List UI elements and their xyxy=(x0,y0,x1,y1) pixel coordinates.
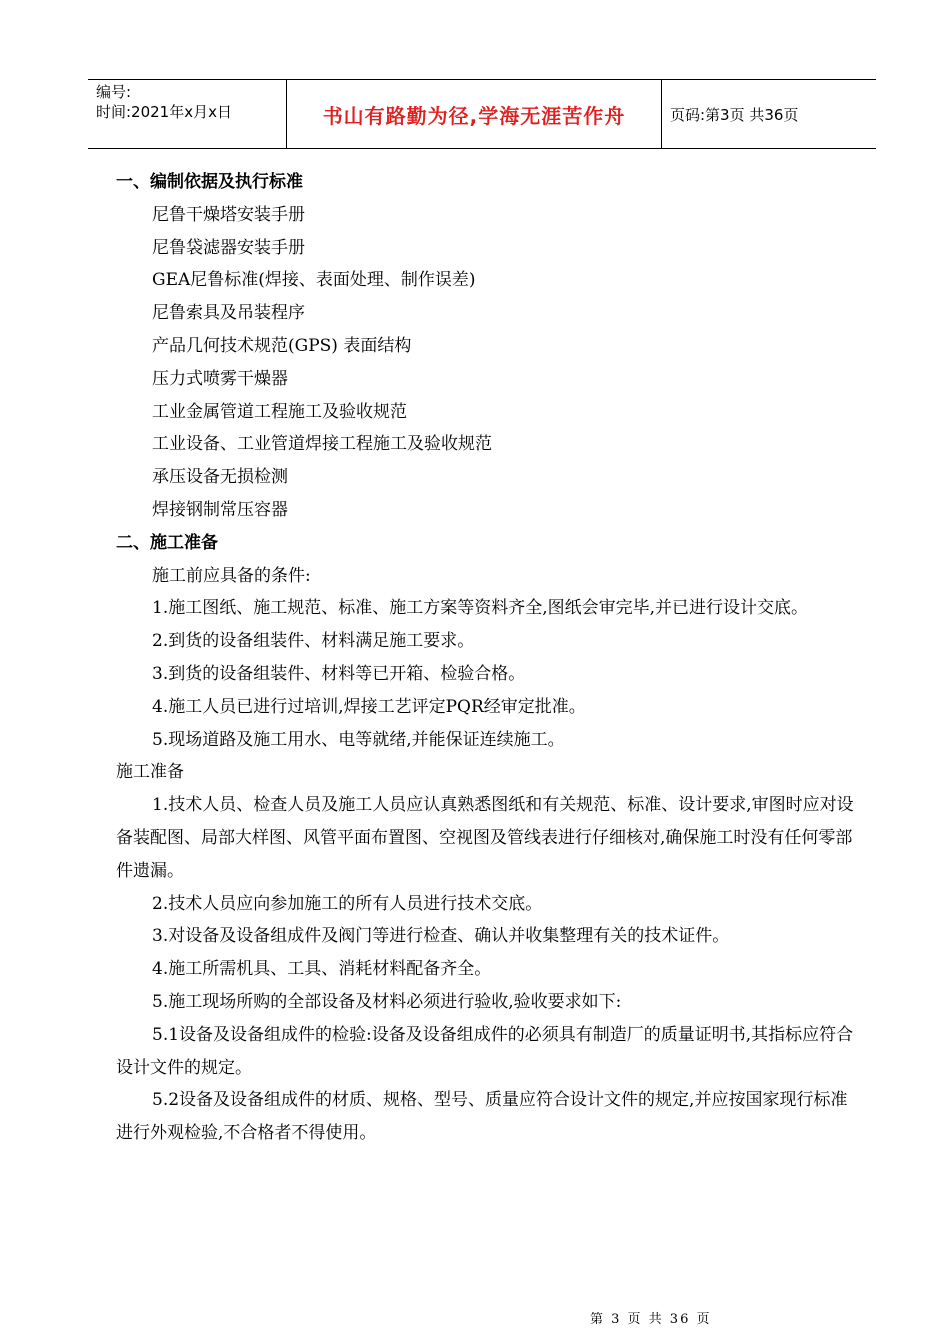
section-title-preparation: 二、施工准备 xyxy=(116,532,218,553)
document-time: 时间:2021年x月x日 xyxy=(96,103,232,121)
document-header xyxy=(88,79,876,149)
condition-item: 4.施工人员已进行过培训,焊接工艺评定PQR经审定批准。 xyxy=(152,696,586,717)
prep-item: 5.2设备及设备组成件的材质、规格、型号、质量应符合设计文件的规定,并应按国家现行标准进行外观检验,不合格者不得使用。 xyxy=(116,1090,848,1144)
header-meta xyxy=(96,80,286,150)
document-number: 编号: xyxy=(96,83,132,101)
prep-item: 3.对设备及设备组成件及阀门等进行检查、确认并收集整理有关的技术证件。 xyxy=(152,926,730,947)
standard-item: 工业设备、工业管道焊接工程施工及验收规范 xyxy=(152,434,492,455)
prep-item: 4.施工所需机具、工具、消耗材料配备齐全。 xyxy=(152,959,492,980)
standard-item: 焊接钢制常压容器 xyxy=(152,499,288,520)
conditions-intro: 施工前应具备的条件: xyxy=(152,565,311,586)
standard-item: 产品几何技术规范(GPS) 表面结构 xyxy=(152,335,412,356)
document-body xyxy=(116,166,856,1150)
prep-item: 5.施工现场所购的全部设备及材料必须进行验收,验收要求如下: xyxy=(152,991,622,1012)
condition-item: 1.施工图纸、施工规范、标准、施工方案等资料齐全,图纸会审完毕,并已进行设计交底。 xyxy=(152,598,809,619)
standard-item: 工业金属管道工程施工及验收规范 xyxy=(152,401,407,422)
standard-item: 承压设备无损检测 xyxy=(152,467,288,488)
prep-item: 1.技术人员、检查人员及施工人员应认真熟悉图纸和有关规范、标准、设计要求,审图时应对设备装配图、局部大样图、风管平面布置图、空视图及管线表进行仔细核对,确保施工时没有任何零部件遗漏。 xyxy=(116,795,854,881)
header-motto: 书山有路勤为径,学海无涯苦作舟 xyxy=(286,80,662,148)
page-footer: 第 3 页 共 36 页 xyxy=(590,1312,712,1327)
prep-item: 5.1设备及设备组成件的检验:设备及设备组成件的必须具有制造厂的质量证明书,其指标应符合设计文件的规定。 xyxy=(116,1024,854,1078)
header-page-number: 页码:第3页 共36页 xyxy=(670,105,799,124)
standard-item: 尼鲁索具及吊装程序 xyxy=(152,303,305,324)
standard-item: 尼鲁干燥塔安装手册 xyxy=(152,204,305,225)
section-title-basis: 一、编制依据及执行标准 xyxy=(116,172,303,192)
standard-item: GEA尼鲁标准(焊接、表面处理、制作误差) xyxy=(152,270,476,291)
prep-subtitle: 施工准备 xyxy=(116,762,184,783)
standard-item: 压力式喷雾干燥器 xyxy=(152,368,288,389)
condition-item: 3.到货的设备组装件、材料等已开箱、检验合格。 xyxy=(152,663,526,684)
standard-item: 尼鲁袋滤器安装手册 xyxy=(152,237,305,258)
condition-item: 2.到货的设备组装件、材料满足施工要求。 xyxy=(152,631,475,652)
prep-item: 2.技术人员应向参加施工的所有人员进行技术交底。 xyxy=(152,893,543,914)
condition-item: 5.现场道路及施工用水、电等就绪,并能保证连续施工。 xyxy=(152,729,565,750)
